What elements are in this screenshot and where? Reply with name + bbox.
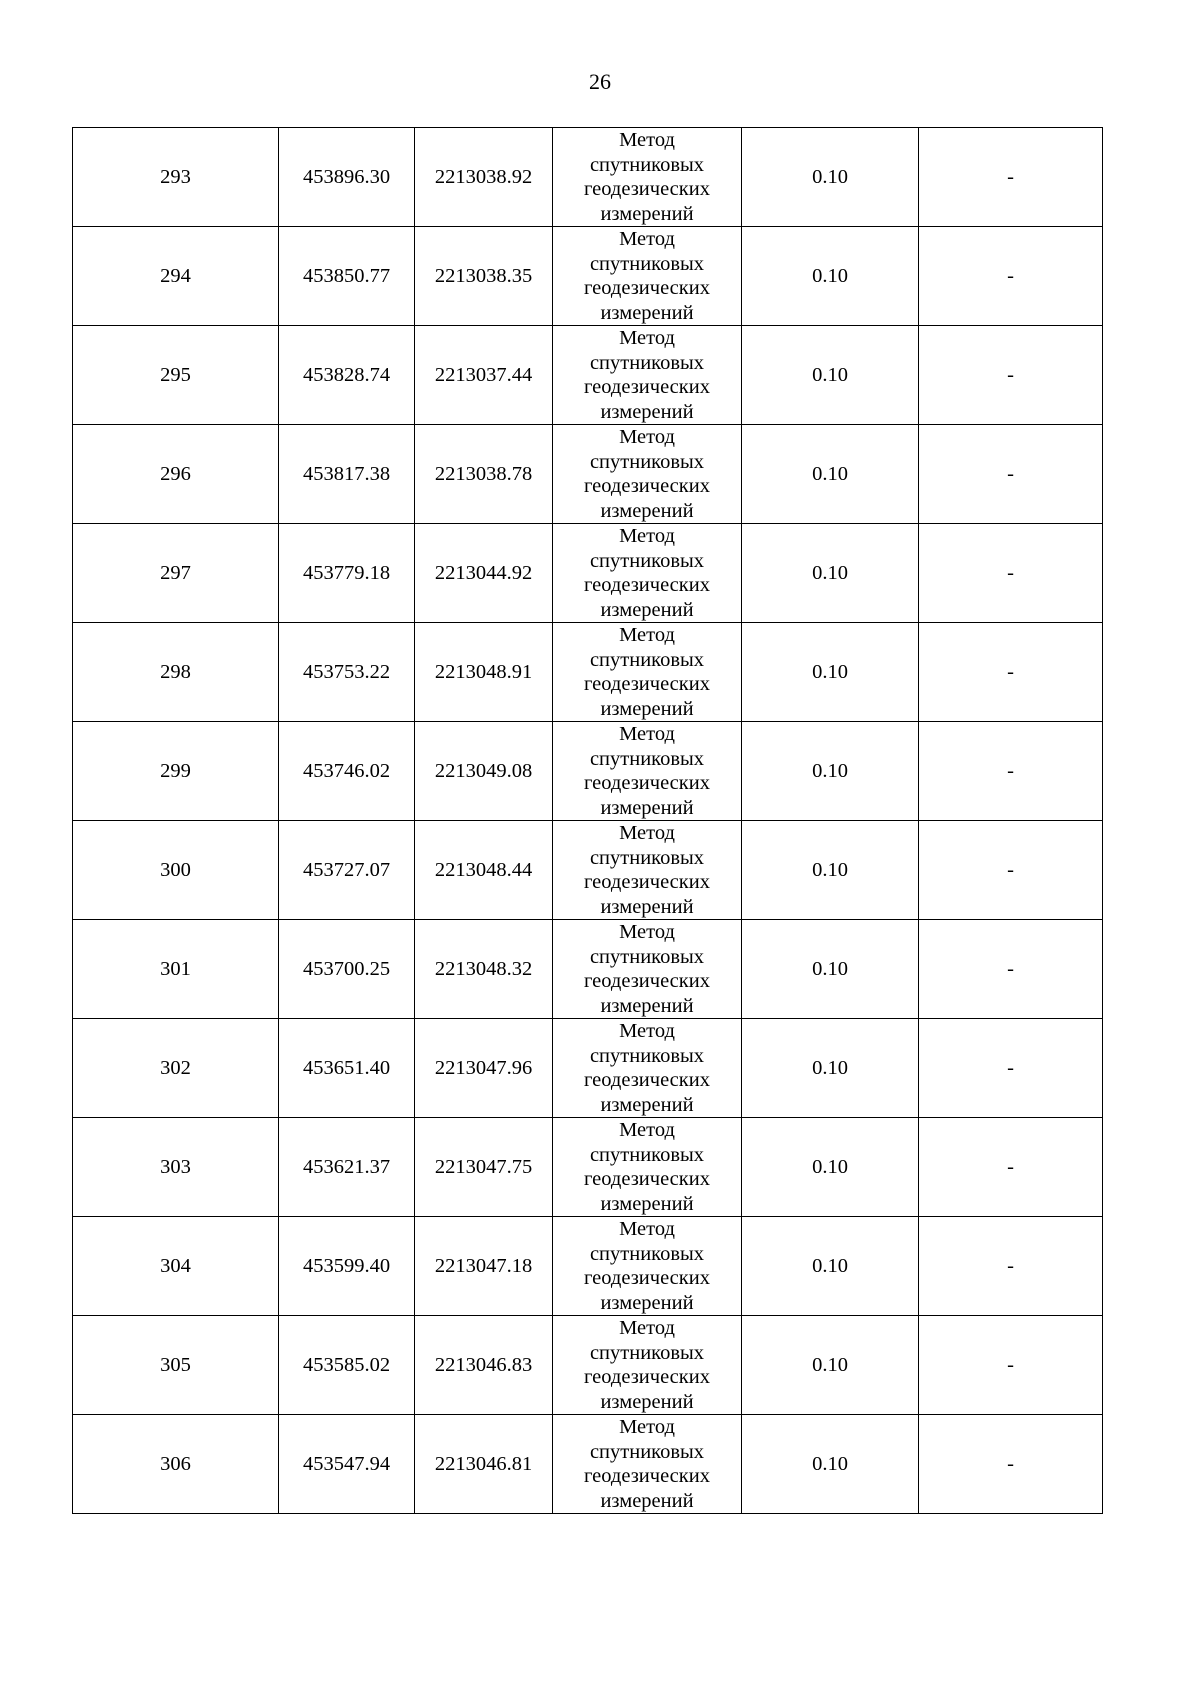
y-coordinate-cell: 2213047.18	[415, 1217, 553, 1316]
method-line: спутниковых	[589, 1440, 705, 1463]
method-line: геодезических	[584, 871, 710, 893]
note-cell: -	[919, 1118, 1103, 1217]
method-cell	[553, 1019, 742, 1118]
method-line: измерений	[600, 796, 694, 819]
method-line: измерений	[600, 1291, 694, 1314]
method-line: Метод	[619, 723, 675, 745]
method-cell	[553, 722, 742, 821]
method-line: спутниковых	[589, 1341, 705, 1364]
method-line: измерений	[600, 1390, 694, 1413]
point-number-cell: 300	[73, 821, 279, 920]
note-cell: -	[919, 920, 1103, 1019]
note-cell: -	[919, 425, 1103, 524]
point-number-cell: 305	[73, 1316, 279, 1415]
note-cell: -	[919, 1316, 1103, 1415]
table-row	[73, 128, 1103, 227]
method-cell	[553, 920, 742, 1019]
x-coordinate-cell: 453746.02	[279, 722, 415, 821]
method-cell	[553, 1217, 742, 1316]
table-row	[73, 722, 1103, 821]
method-line: измерений	[600, 400, 694, 423]
accuracy-cell: 0.10	[742, 1118, 919, 1217]
point-number-cell: 306	[73, 1415, 279, 1514]
point-number-cell: 295	[73, 326, 279, 425]
accuracy-cell: 0.10	[742, 227, 919, 326]
method-line: спутниковых	[589, 351, 705, 374]
method-line: Метод	[619, 1218, 675, 1240]
table-row	[73, 1316, 1103, 1415]
accuracy-cell: 0.10	[742, 524, 919, 623]
x-coordinate-cell: 453779.18	[279, 524, 415, 623]
method-line: спутниковых	[589, 252, 705, 275]
method-line: геодезических	[584, 1267, 710, 1289]
y-coordinate-cell: 2213046.81	[415, 1415, 553, 1514]
method-line: геодезических	[584, 772, 710, 794]
method-line: Метод	[619, 129, 675, 151]
note-cell: -	[919, 227, 1103, 326]
accuracy-cell: 0.10	[742, 326, 919, 425]
method-line: спутниковых	[589, 549, 705, 572]
method-line: геодезических	[584, 1069, 710, 1091]
method-line: геодезических	[584, 673, 710, 695]
accuracy-cell: 0.10	[742, 623, 919, 722]
y-coordinate-cell: 2213047.75	[415, 1118, 553, 1217]
y-coordinate-cell: 2213038.35	[415, 227, 553, 326]
note-cell: -	[919, 1415, 1103, 1514]
method-cell	[553, 227, 742, 326]
table-row	[73, 326, 1103, 425]
method-line: спутниковых	[589, 747, 705, 770]
accuracy-cell: 0.10	[742, 128, 919, 227]
method-line: спутниковых	[589, 450, 705, 473]
table-row	[73, 920, 1103, 1019]
note-cell: -	[919, 1019, 1103, 1118]
method-cell	[553, 326, 742, 425]
method-line: спутниковых	[589, 945, 705, 968]
method-line: измерений	[600, 301, 694, 324]
method-line: спутниковых	[589, 153, 705, 176]
note-cell: -	[919, 524, 1103, 623]
x-coordinate-cell: 453547.94	[279, 1415, 415, 1514]
method-line: геодезических	[584, 277, 710, 299]
method-cell	[553, 128, 742, 227]
x-coordinate-cell: 453651.40	[279, 1019, 415, 1118]
method-line: Метод	[619, 1119, 675, 1141]
method-line: измерений	[600, 994, 694, 1017]
method-line: измерений	[600, 697, 694, 720]
y-coordinate-cell: 2213038.78	[415, 425, 553, 524]
table-row	[73, 1217, 1103, 1316]
table-row	[73, 821, 1103, 920]
y-coordinate-cell: 2213038.92	[415, 128, 553, 227]
y-coordinate-cell: 2213048.32	[415, 920, 553, 1019]
y-coordinate-cell: 2213048.91	[415, 623, 553, 722]
method-line: Метод	[619, 1317, 675, 1339]
coordinates-table	[72, 127, 1103, 1514]
x-coordinate-cell: 453896.30	[279, 128, 415, 227]
point-number-cell: 298	[73, 623, 279, 722]
method-line: Метод	[619, 624, 675, 646]
table-row	[73, 623, 1103, 722]
accuracy-cell: 0.10	[742, 1019, 919, 1118]
method-line: Метод	[619, 1020, 675, 1042]
method-line: геодезических	[584, 970, 710, 992]
x-coordinate-cell: 453753.22	[279, 623, 415, 722]
y-coordinate-cell: 2213044.92	[415, 524, 553, 623]
method-line: Метод	[619, 822, 675, 844]
method-line: геодезических	[584, 178, 710, 200]
method-cell	[553, 623, 742, 722]
method-line: спутниковых	[589, 1143, 705, 1166]
accuracy-cell: 0.10	[742, 1415, 919, 1514]
table-row	[73, 1118, 1103, 1217]
method-line: Метод	[619, 1416, 675, 1438]
point-number-cell: 297	[73, 524, 279, 623]
x-coordinate-cell: 453850.77	[279, 227, 415, 326]
accuracy-cell: 0.10	[742, 1217, 919, 1316]
note-cell: -	[919, 128, 1103, 227]
table-body	[73, 128, 1103, 1514]
y-coordinate-cell: 2213049.08	[415, 722, 553, 821]
method-line: Метод	[619, 426, 675, 448]
table-row	[73, 524, 1103, 623]
x-coordinate-cell: 453621.37	[279, 1118, 415, 1217]
method-line: измерений	[600, 895, 694, 918]
point-number-cell: 299	[73, 722, 279, 821]
x-coordinate-cell: 453599.40	[279, 1217, 415, 1316]
table-row	[73, 227, 1103, 326]
y-coordinate-cell: 2213048.44	[415, 821, 553, 920]
note-cell: -	[919, 623, 1103, 722]
x-coordinate-cell: 453585.02	[279, 1316, 415, 1415]
method-line: измерений	[600, 1093, 694, 1116]
y-coordinate-cell: 2213037.44	[415, 326, 553, 425]
y-coordinate-cell: 2213047.96	[415, 1019, 553, 1118]
method-line: спутниковых	[589, 1242, 705, 1265]
note-cell: -	[919, 326, 1103, 425]
x-coordinate-cell: 453727.07	[279, 821, 415, 920]
accuracy-cell: 0.10	[742, 1316, 919, 1415]
point-number-cell: 303	[73, 1118, 279, 1217]
method-cell	[553, 524, 742, 623]
method-line: спутниковых	[589, 648, 705, 671]
method-cell	[553, 425, 742, 524]
method-line: спутниковых	[589, 846, 705, 869]
method-line: геодезических	[584, 1168, 710, 1190]
accuracy-cell: 0.10	[742, 722, 919, 821]
method-line: Метод	[619, 327, 675, 349]
method-cell	[553, 1316, 742, 1415]
accuracy-cell: 0.10	[742, 920, 919, 1019]
method-line: измерений	[600, 1489, 694, 1512]
method-line: спутниковых	[589, 1044, 705, 1067]
table-row	[73, 425, 1103, 524]
method-line: геодезических	[584, 574, 710, 596]
point-number-cell: 302	[73, 1019, 279, 1118]
method-cell	[553, 1415, 742, 1514]
point-number-cell: 304	[73, 1217, 279, 1316]
method-line: измерений	[600, 202, 694, 225]
method-line: геодезических	[584, 1465, 710, 1487]
table-row	[73, 1019, 1103, 1118]
note-cell: -	[919, 722, 1103, 821]
method-line: измерений	[600, 1192, 694, 1215]
method-line: измерений	[600, 598, 694, 621]
method-line: геодезических	[584, 1366, 710, 1388]
accuracy-cell: 0.10	[742, 821, 919, 920]
method-line: измерений	[600, 499, 694, 522]
x-coordinate-cell: 453700.25	[279, 920, 415, 1019]
method-cell	[553, 1118, 742, 1217]
method-line: Метод	[619, 228, 675, 250]
method-line: геодезических	[584, 376, 710, 398]
page-number: 26	[589, 69, 611, 94]
method-line: Метод	[619, 525, 675, 547]
method-line: Метод	[619, 921, 675, 943]
point-number-cell: 294	[73, 227, 279, 326]
x-coordinate-cell: 453817.38	[279, 425, 415, 524]
note-cell: -	[919, 1217, 1103, 1316]
note-cell: -	[919, 821, 1103, 920]
accuracy-cell: 0.10	[742, 425, 919, 524]
method-line: геодезических	[584, 475, 710, 497]
x-coordinate-cell: 453828.74	[279, 326, 415, 425]
point-number-cell: 301	[73, 920, 279, 1019]
method-cell	[553, 821, 742, 920]
table-row	[73, 1415, 1103, 1514]
point-number-cell: 296	[73, 425, 279, 524]
point-number-cell: 293	[73, 128, 279, 227]
y-coordinate-cell: 2213046.83	[415, 1316, 553, 1415]
